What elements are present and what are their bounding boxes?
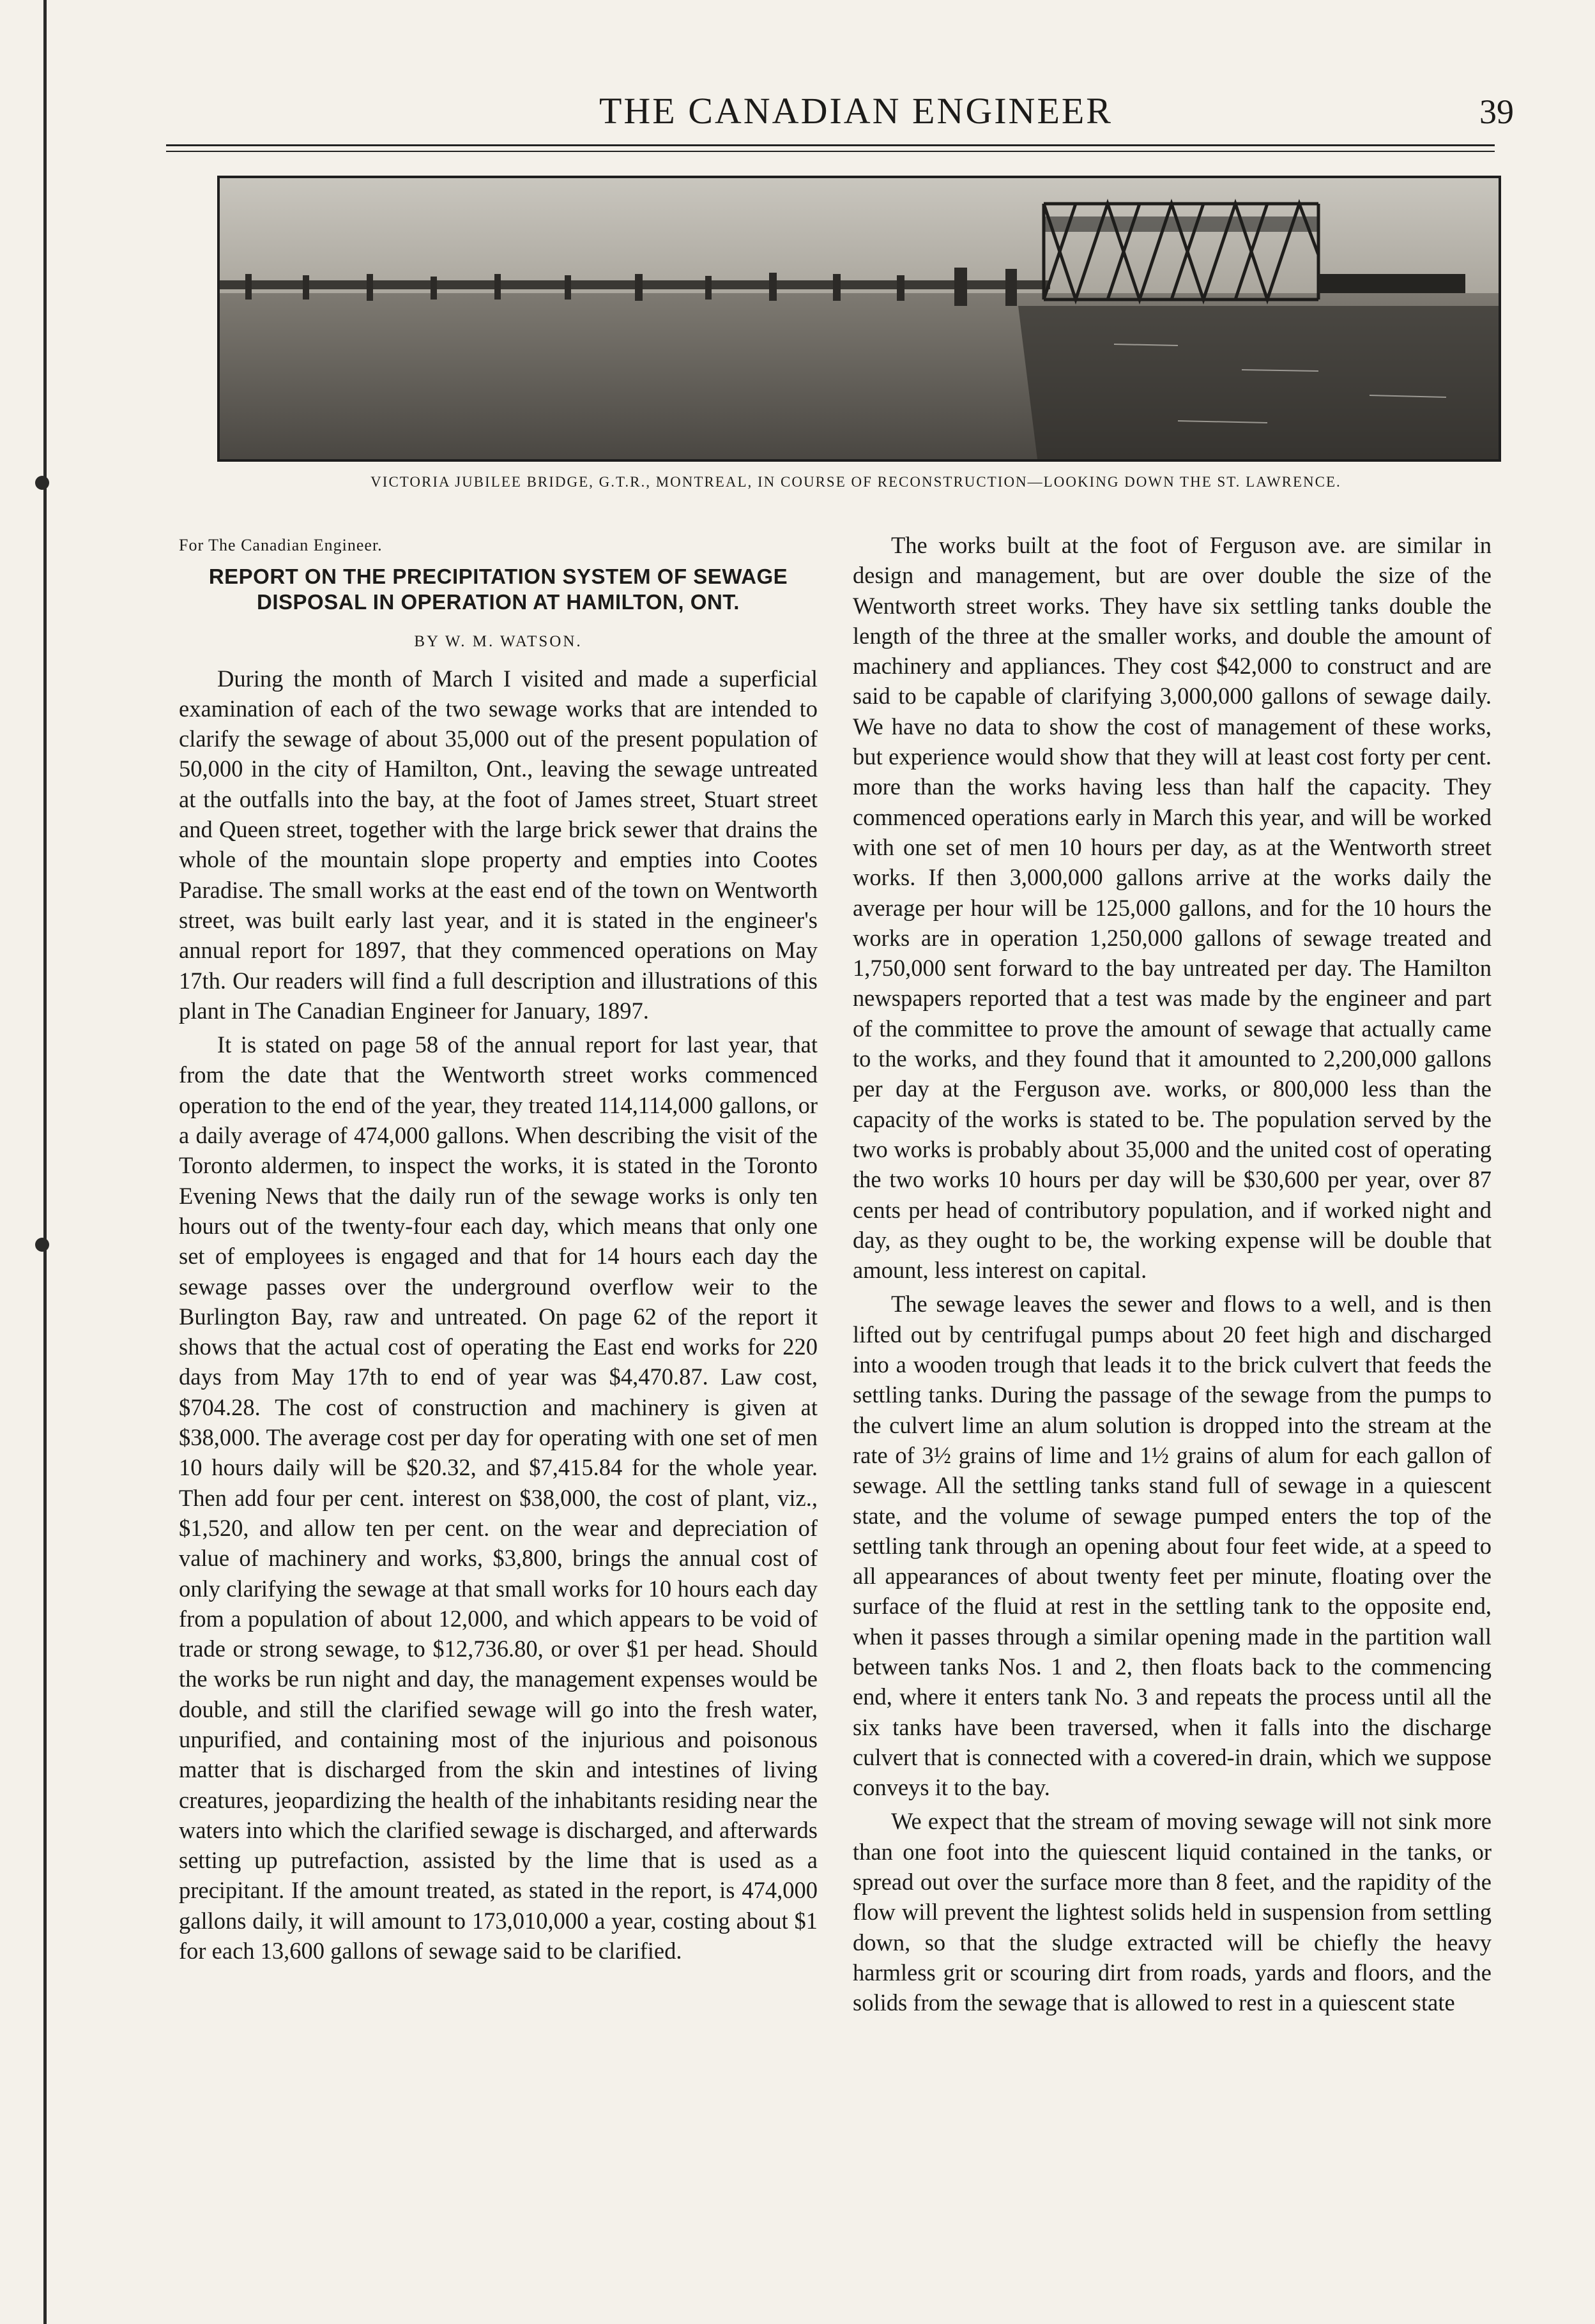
for-line: For The Canadian Engineer. [179, 536, 383, 554]
right-column [853, 530, 1492, 2018]
paragraph: It is stated on page 58 of the annual report for last year, that from the date that the Wentworth street works commenced operation to the end of the year, they treated 114,114,000 gallons, or a daily average of 474,000 gallons. When describing the visit of the Toronto aldermen, to inspect the works, it is stated in the Toronto Evening News that the daily run of the sewage works is only ten hours out of the twenty-four each day, which means that only one set of employees is engaged and that for 14 hours each day the sewage passes over the underground overflow weir to the Burlington Bay, raw and untreated. On page 62 of the report it shows that the actual cost of operating the East end works for 220 days from May 17th to end of year was $4,470.87. Law cost, $704.28. The cost of construction and machinery is given at $38,000. The average cost per day for operating with one set of men 10 hours daily will be $20.32, and $7,415.84 for the whole year. Then add four per cent. interest on $38,000, the cost of plant, viz., $1,520, and allow ten per cent. on the wear and depreciation of value of machinery and works, $3,800, brings the annual cost of only clarifying the sewage at that small works for 10 hours each day from a population of about 12,000, and which appears to be void of trade or strong sewage, to $12,736.80, or over $1 per head. Should the works be run night and day, the management expenses would be double, and still the clarified sewage will go into the fresh water, unpurified, and containing most of the injurious and poisonous matter that is discharged from the skin and intestines of living creatures, jeopardizing the health of the inhabitants residing near the waters into which the clarified sewage is discharged, and afterwards setting up putrefaction, assisted by the lime that is used as a precipitant. If the amount treated, as stated in the report, is 474,000 gallons daily, it will amount to 173,010,000 a year, costing about $1 for each 13,600 gallons of sewage said to be clarified. [179, 1031, 818, 1964]
paragraph: The works built at the foot of Ferguson ave. are similar in design and management, but are over double the size of the Wentworth street works. They have six settling tanks double the length of the three at the smaller works, and double the amount of machinery and appliances. They cost $42,000 to construct and are said to be capable of clarifying 3,000,000 gallons of sewage daily. We have no data to show the cost of management of these works, but experience would show that they will at least cost forty per cent. more than the works having less than half the capacity. They commenced operations early in March this year, and will be worked with one set of men 10 hours per day, as at the Wentworth street works. If then 3,000,000 gallons arrive at the works daily the average per hour will be 125,000 gallons, and for the 10 hours the works are in operation 1,250,000 gallons of sewage treated and 1,750,000 sent forward to the bay untreated per day. The Hamilton newspapers reported that a test was made by the engineer and part of the committee to prove the amount of sewage that actually came to the works, and they found that it amounted to 2,200,000 gallons per day at the Ferguson ave. works, or 800,000 less than the capacity of the works is stated to be. The population served by the two works is probably about 35,000 and the united cost of operating the two works 10 hours per day will be $30,600 per year, over 87 cents per head of contributory population, and if worked night and day, as they ought to be, the working expense will be double that amount, less interest on capital. [853, 532, 1492, 1284]
figure-caption: VICTORIA JUBILEE BRIDGE, G.T.R., MONTREAL, IN COURSE OF RECONSTRUCTION—LOOKING DOWN THE ST. LAWRENCE. [370, 474, 1341, 490]
binding-mark [35, 476, 49, 490]
journal-title: THE CANADIAN ENGINEER [599, 90, 1113, 132]
running-header [217, 89, 1514, 134]
byline: BY W. M. WATSON. [414, 633, 583, 651]
paragraph: The sewage leaves the sewer and flows to a well, and is then lifted out by centrifugal pumps about 20 feet high and discharged into a wooden trough that leads it to the brick culvert that feeds the settling tanks. During the passage of the sewage from the pumps to the culvert lime an alum solution is dropped into the stream at the rate of 3½ grains of lime and 1½ grains of alum for each gallon of sewage. All the settling tanks stand full of sewage in a quiescent state, and the volume of sewage pumped enters the top of the settling tank through an opening about four feet wide, at a speed to all appearances of about twenty feet per minute, floating over the surface of the fluid at rest in the settling tank to the opposite end, when it passes through a similar opening made in the partition wall between tanks Nos. 1 and 2, then floats back to the commencing end, where it enters tank No. 3 and repeats the process until all the six tanks have been traversed, when it falls into the discharge culvert that is connected with a covered-in drain, which we suppose conveys it to the bay. [853, 1291, 1492, 1801]
left-column [179, 530, 818, 1966]
page-number: 39 [1479, 93, 1514, 131]
binding-edge [43, 0, 47, 2324]
paragraph: We expect that the stream of moving sewage will not sink more than one foot into the quiescent liquid contained in the tanks, or spread out over the surface more than 8 feet, and the rapidity of the flow will prevent the lightest solids held in suspension from settling down, so that the sludge extracted will be chiefly the heavy harmless grit or scouring dirt from roads, yards and floors, and the solids from the sewage that is allowed to rest in a quiescent state [853, 1808, 1492, 2016]
article-title: REPORT ON THE PRECIPITATION SYSTEM OF SEWAGE DISPOSAL IN OPERATION AT HAMILTON, ONT. [208, 565, 788, 614]
binding-mark [35, 1238, 49, 1252]
paragraph: During the month of March I visited and made a superficial examination of each of the two sewage works that are intended to clarify the sewage of about 35,000 out of the present population of 50,000 in the city of Hamilton, Ont., leaving the sewage untreated at the outfalls into the bay, at the foot of James street, Stuart street and Queen street, together with the large brick sewer that drains the whole of the mountain slope property and empties into Cootes Paradise. The small works at the east end of the town on Wentworth street, was built early last year, and it is stated in the engineer's annual report for 1897, that they commenced operations on May 17th. Our readers will find a full description and illustrations of this plant in The Canadian Engineer for January, 1897. [179, 665, 818, 1024]
header-rule [166, 151, 1495, 152]
header-rule [166, 144, 1495, 146]
bridge-photo-drawing [220, 178, 1499, 459]
bridge-photo [217, 176, 1501, 462]
